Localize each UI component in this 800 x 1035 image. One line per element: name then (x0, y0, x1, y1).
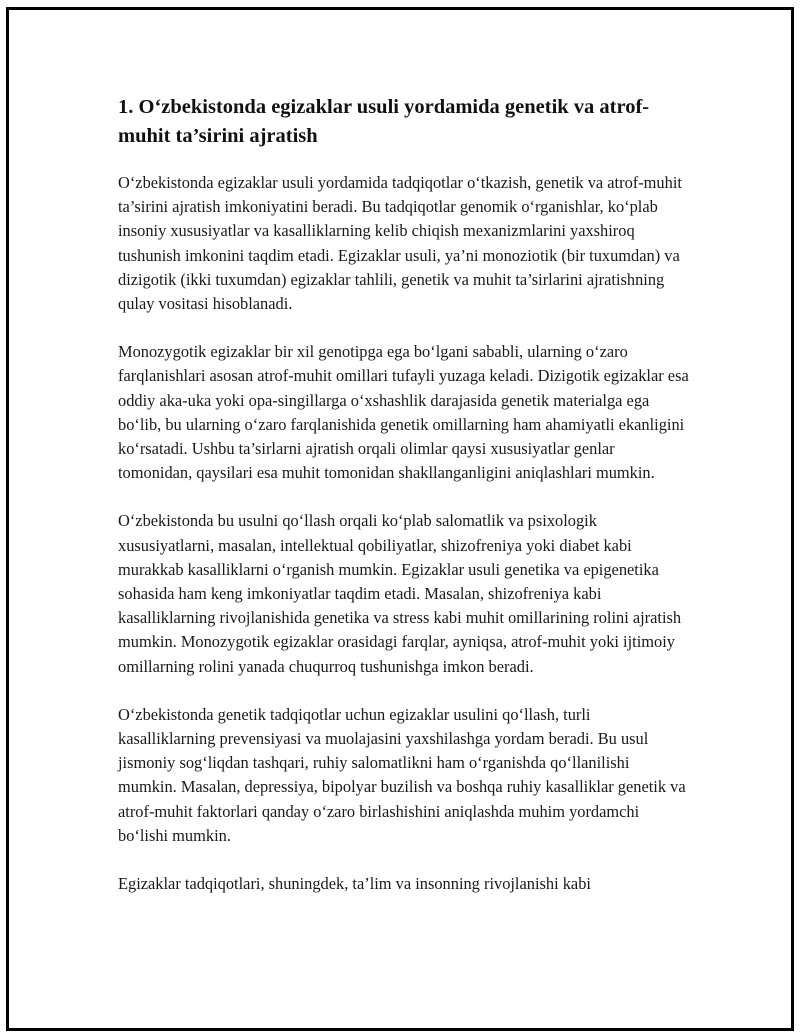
paragraph-4: O‘zbekistonda genetik tadqiqotlar uchun egizaklar usulini qo‘llash, turli kasalliklarning prevensiyasi va muolajasini yaxshilashga yordam beradi. Bu usul jismoniy sog‘liqdan tashqari, ruhiy salomatlikni ham o‘rganishda qo‘llanilishi mumkin. Masalan, depressiya, bipolyar buzilish va boshqa ruhiy kasalliklar genetik va atrof-muhit faktorlari qanday o‘zaro birlashishini aniqlashda muhim yordamchi bo‘lishi mumkin. (118, 704, 686, 845)
paragraph-1: O‘zbekistonda egizaklar usuli yordamida tadqiqotlar o‘tkazish, genetik va atrof-muhit ta’sirini ajratish imkoniyatini beradi. Bu tadqiqotlar genomik o‘rganishlar, ko‘plab insoniy xususiyatlar va kasalliklarning kelib chiqish mexanizmlarini yaxshiroq tushunish imkonini taqdim etadi. Egizaklar usuli, ya’ni monoziotik (bir tuxumdan) va dizigotik (ikki tuxumdan) egizaklar tahlili, genetik va muhit ta’sirlarini ajratishning qulay vositasi hisoblanadi. (118, 173, 682, 314)
paragraph-3: O‘zbekistonda bu usulni qo‘llash orqali ko‘plab salomatlik va psixologik xususiyatlarni, masalan, intellektual qobiliyatlar, shizofreniya yoki diabet kabi murakkab kasalliklarni o‘rganish mumkin. Egizaklar usuli genetika va epigenetika sohasida ham keng imkoniyatlar taqdim etadi. Masalan, shizofreniya kabi kasalliklarning rivojlanishida genetika va stress kabi muhit omillarining rolini ajratish mumkin. Monozygotik egizaklar orasidagi farqlar, ayniqsa, atrof-muhit yoki ijtimoiy omillarning rolini yanada chuqurroq tushunishga imkon beradi. (118, 511, 682, 676)
paragraph-2: Monozygotik egizaklar bir xil genotipga ega bo‘lgani sababli, ularning o‘zaro farqlanishlari asosan atrof-muhit omillari tufayli yuzaga keladi. Dizigotik egizaklar esa oddiy aka-uka yoki opa-singillarga o‘xshashlik darajasida genetik materialga ega bo‘lib, bu ularning o‘zaro farqlanishida genetik omillarning ham ahamiyatli ekanligini ko‘rsatadi. Ushbu ta’sirlarni ajratish orqali olimlar qaysi xususiyatlar genlar tomonidan, qaysilari esa muhit tomonidan shakllanganligini aniqlashlari mumkin. (118, 342, 689, 483)
document-body (118, 93, 690, 920)
paragraph-5: Egizaklar tadqiqotlari, shuningdek, ta’lim va insonning rivojlanishi kabi (118, 874, 591, 894)
section-heading: 1. O‘zbekistonda egizaklar usuli yordamida genetik va atrof-muhit ta’sirini ajratish (118, 96, 650, 147)
